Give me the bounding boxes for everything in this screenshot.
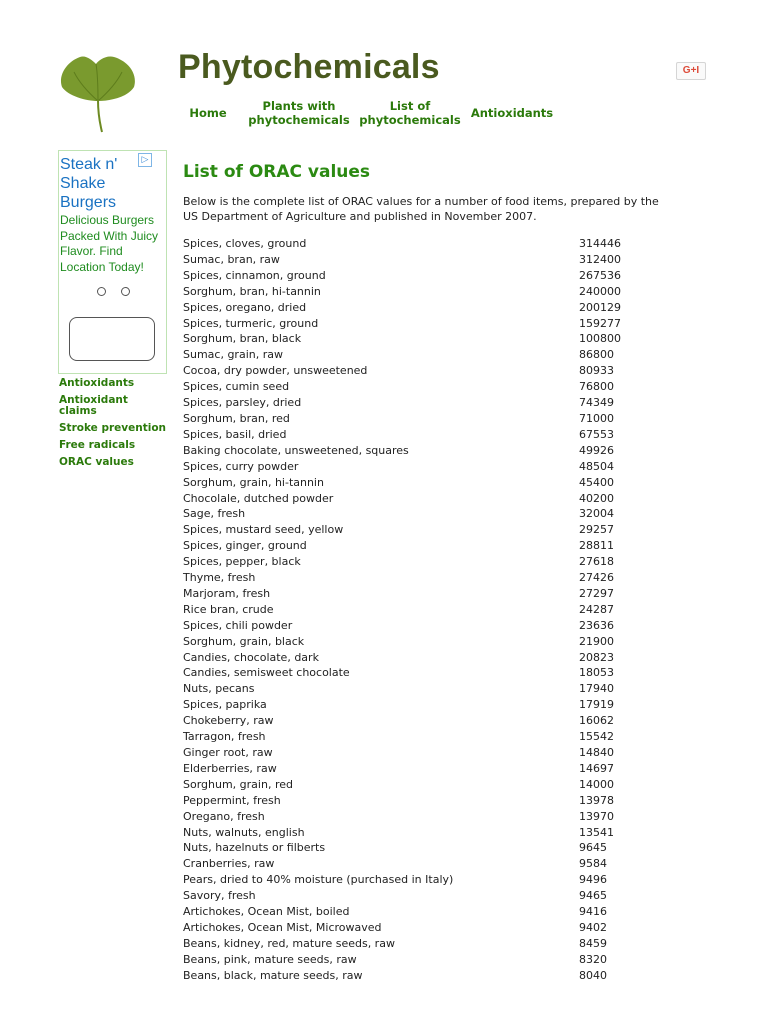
sidebar-link-antioxidants[interactable]: Antioxidants [59, 377, 135, 389]
table-row [183, 347, 659, 363]
table-row [183, 745, 659, 761]
food-name-cell: Sorghum, bran, red [183, 411, 290, 425]
food-name-cell: Peppermint, fresh [183, 793, 281, 807]
orac-value-cell: 200129 [579, 300, 621, 314]
food-name-cell: Spices, chili powder [183, 618, 293, 632]
food-name-cell: Beans, pink, mature seeds, raw [183, 952, 357, 966]
table-row [183, 331, 659, 347]
table-row [183, 968, 659, 984]
table-row [183, 618, 659, 634]
table-row [183, 888, 659, 904]
food-name-cell: Chokeberry, raw [183, 714, 274, 728]
orac-value-cell: 76800 [579, 380, 614, 394]
table-row [183, 459, 659, 475]
sidebar-links [59, 378, 169, 474]
food-name-cell: Cocoa, dry powder, unsweetened [183, 364, 368, 378]
table-row [183, 586, 659, 602]
nav-list-of-phytochemicals[interactable]: List of phytochemicals [359, 99, 461, 127]
food-name-cell: Cranberries, raw [183, 857, 275, 871]
table-row [183, 872, 659, 888]
orac-value-cell: 9402 [579, 920, 607, 934]
orac-value-cell: 32004 [579, 507, 614, 521]
table-row [183, 650, 659, 666]
orac-value-cell: 9645 [579, 841, 607, 855]
food-name-cell: Pears, dried to 40% moisture (purchased in Italy) [183, 873, 454, 887]
orac-value-cell: 312400 [579, 252, 621, 266]
food-name-cell: Beans, kidney, red, mature seeds, raw [183, 936, 395, 950]
orac-value-cell: 86800 [579, 348, 614, 362]
site-title[interactable]: Phytochemicals [178, 48, 440, 86]
orac-value-cell: 27618 [579, 555, 614, 569]
food-name-cell: Spices, basil, dried [183, 427, 287, 441]
food-name-cell: Spices, turmeric, ground [183, 316, 319, 330]
food-name-cell: Beans, black, mature seeds, raw [183, 968, 363, 982]
food-name-cell: Sorghum, grain, hi-tannin [183, 475, 324, 489]
orac-value-cell: 9416 [579, 905, 607, 919]
orac-value-cell: 67553 [579, 427, 614, 441]
carousel-dot[interactable] [121, 287, 130, 296]
table-row [183, 793, 659, 809]
food-name-cell: Thyme, fresh [183, 571, 256, 585]
main-content [183, 160, 683, 224]
food-name-cell: Sage, fresh [183, 507, 246, 521]
food-name-cell: Spices, cumin seed [183, 380, 290, 394]
food-name-cell: Tarragon, fresh [183, 730, 266, 744]
sidebar-ad[interactable] [58, 150, 167, 374]
orac-value-cell: 8040 [579, 968, 607, 982]
table-row [183, 904, 659, 920]
orac-value-cell: 45400 [579, 475, 614, 489]
food-name-cell: Spices, paprika [183, 698, 267, 712]
orac-value-cell: 18053 [579, 666, 614, 680]
orac-value-cell: 14840 [579, 746, 614, 759]
food-name-cell: Ginger root, raw [183, 746, 273, 759]
table-row [183, 665, 659, 681]
orac-value-cell: 13541 [579, 825, 614, 839]
table-row [183, 761, 659, 777]
food-name-cell: Nuts, hazelnuts or filberts [183, 841, 326, 855]
sidebar-link-orac-values[interactable]: ORAC values [59, 456, 134, 468]
orac-value-cell: 14000 [579, 777, 614, 791]
orac-value-cell: 13970 [579, 809, 614, 823]
orac-value-cell: 267536 [579, 268, 621, 282]
table-row [183, 602, 659, 618]
table-row [183, 713, 659, 729]
food-name-cell: Sorghum, grain, black [183, 634, 305, 648]
orac-value-cell: 48504 [579, 459, 614, 473]
food-name-cell: Chocolale, dutched powder [183, 491, 334, 505]
food-name-cell: Spices, mustard seed, yellow [183, 523, 344, 537]
orac-value-cell: 159277 [579, 316, 621, 330]
food-name-cell: Sorghum, bran, hi-tannin [183, 284, 321, 298]
table-row [183, 825, 659, 841]
food-name-cell: Sumac, bran, raw [183, 252, 280, 266]
orac-value-cell: 314446 [579, 237, 621, 250]
orac-value-cell: 74349 [579, 396, 614, 410]
orac-value-cell: 100800 [579, 332, 621, 346]
food-name-cell: Rice bran, crude [183, 602, 274, 616]
food-name-cell: Candies, semisweet chocolate [183, 666, 350, 680]
table-row [183, 236, 659, 252]
orac-value-cell: 71000 [579, 411, 614, 425]
ad-body-text[interactable]: Delicious Burgers Packed With Juicy Flavor. Find Location Today! [60, 213, 159, 274]
food-name-cell: Artichokes, Ocean Mist, boiled [183, 905, 350, 919]
adchoices-icon[interactable]: ▷ [138, 153, 152, 167]
nav-plants-with-phytochemicals[interactable]: Plants with phytochemicals [248, 99, 350, 127]
orac-value-cell: 27426 [579, 571, 614, 585]
food-name-cell: Sumac, grain, raw [183, 348, 283, 362]
food-name-cell: Sorghum, bran, black [183, 332, 302, 346]
food-name-cell: Nuts, pecans [183, 682, 255, 696]
sidebar-link-antioxidant-claims[interactable]: Antioxidant claims [59, 394, 128, 417]
table-row [183, 379, 659, 395]
table-row [183, 554, 659, 570]
table-row [183, 522, 659, 538]
orac-value-cell: 23636 [579, 618, 614, 632]
orac-value-cell: 9584 [579, 857, 607, 871]
table-row [183, 840, 659, 856]
food-name-cell: Nuts, walnuts, english [183, 825, 305, 839]
table-row [183, 856, 659, 872]
table-row [183, 395, 659, 411]
nav-home[interactable]: Home [189, 106, 227, 120]
orac-value-cell: 17919 [579, 698, 614, 712]
carousel-dot[interactable] [97, 287, 106, 296]
table-row [183, 475, 659, 491]
table-row [183, 252, 659, 268]
table-row [183, 538, 659, 554]
orac-value-cell: 14697 [579, 761, 614, 775]
table-row [183, 491, 659, 507]
food-name-cell: Candies, chocolate, dark [183, 650, 319, 664]
food-name-cell: Savory, fresh [183, 889, 256, 903]
orac-value-cell: 49926 [579, 443, 614, 457]
food-name-cell: Elderberries, raw [183, 761, 277, 775]
sidebar-link-free-radicals[interactable]: Free radicals [59, 439, 136, 451]
food-name-cell: Baking chocolate, unsweetened, squares [183, 443, 409, 457]
food-name-cell: Oregano, fresh [183, 809, 265, 823]
table-row [183, 681, 659, 697]
orac-value-cell: 40200 [579, 491, 614, 505]
orac-value-cell: 28811 [579, 539, 614, 553]
page-title: List of ORAC values [183, 162, 371, 182]
table-row [183, 634, 659, 650]
table-row [183, 300, 659, 316]
table-row [183, 809, 659, 825]
orac-value-cell: 21900 [579, 634, 614, 648]
orac-value-cell: 16062 [579, 714, 614, 728]
table-row [183, 363, 659, 379]
food-name-cell: Artichokes, Ocean Mist, Microwaved [183, 920, 382, 934]
table-row [183, 697, 659, 713]
table-row [183, 570, 659, 586]
food-name-cell: Sorghum, grain, red [183, 777, 293, 791]
orac-table [183, 236, 659, 984]
orac-value-cell: 20823 [579, 650, 614, 664]
food-name-cell: Spices, ginger, ground [183, 539, 307, 553]
google-plus-button[interactable]: G+I [676, 62, 706, 80]
orac-value-cell: 8320 [579, 952, 607, 966]
ad-carousel-dots [95, 287, 135, 299]
food-name-cell: Spices, pepper, black [183, 555, 301, 569]
ginkgo-leaf-icon[interactable] [56, 54, 140, 134]
food-name-cell: Spices, oregano, dried [183, 300, 307, 314]
food-name-cell: Spices, cinnamon, ground [183, 268, 326, 282]
food-name-cell: Spices, parsley, dried [183, 396, 302, 410]
food-name-cell: Marjoram, fresh [183, 586, 271, 600]
table-row [183, 506, 659, 522]
food-name-cell: Spices, curry powder [183, 459, 299, 473]
orac-value-cell: 17940 [579, 682, 614, 696]
table-row [183, 268, 659, 284]
orac-value-cell: 8459 [579, 936, 607, 950]
orac-value-cell: 29257 [579, 523, 614, 537]
orac-value-cell: 240000 [579, 284, 621, 298]
orac-value-cell: 27297 [579, 586, 614, 600]
food-name-cell: Spices, cloves, ground [183, 237, 307, 250]
table-row [183, 777, 659, 793]
table-row [183, 920, 659, 936]
table-row [183, 952, 659, 968]
table-row [183, 427, 659, 443]
orac-value-cell: 13978 [579, 793, 614, 807]
ad-headline[interactable]: Steak n' Shake Burgers [60, 156, 118, 211]
intro-paragraph: Below is the complete list of ORAC values for a number of food items, prepared by the US Department of Agriculture and published in November 2007. [183, 195, 659, 223]
table-row [183, 443, 659, 459]
orac-value-cell: 9496 [579, 873, 607, 887]
orac-value-cell: 9465 [579, 889, 607, 903]
table-row [183, 284, 659, 300]
orac-value-cell: 15542 [579, 730, 614, 744]
nav-antioxidants[interactable]: Antioxidants [470, 106, 554, 120]
table-row [183, 729, 659, 745]
table-row [183, 411, 659, 427]
ad-cta-button[interactable] [69, 317, 155, 361]
orac-value-cell: 24287 [579, 602, 614, 616]
orac-value-cell: 80933 [579, 364, 614, 378]
table-row [183, 936, 659, 952]
sidebar-link-stroke-prevention[interactable]: Stroke prevention [59, 422, 167, 434]
table-row [183, 316, 659, 332]
